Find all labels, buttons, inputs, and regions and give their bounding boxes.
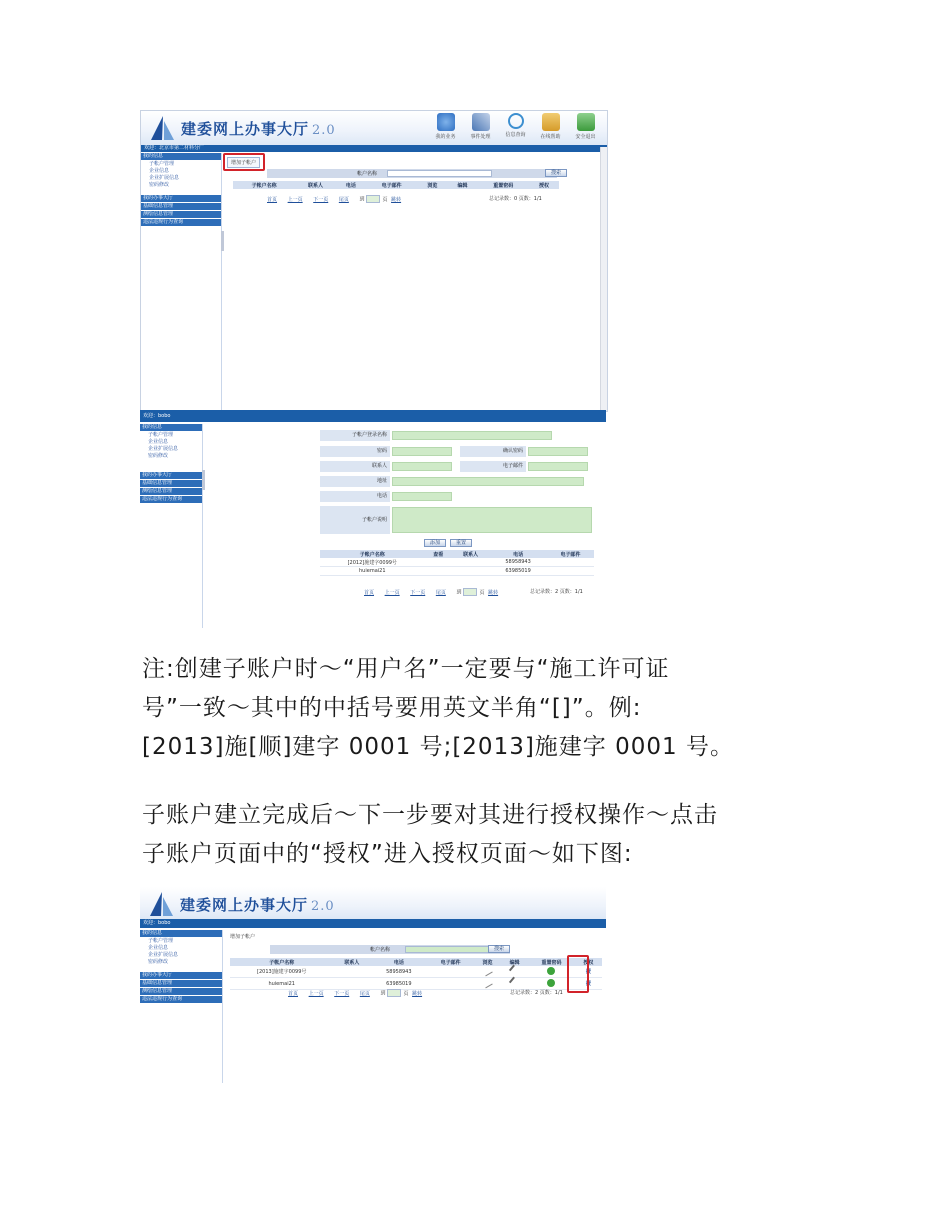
authorize-highlight-box (567, 955, 589, 993)
confirm-password-input[interactable] (528, 447, 588, 456)
sidebar-head-violation[interactable]: 违法违规行为查询 (140, 496, 202, 503)
sidebar-item-password[interactable]: 密码修改 (148, 959, 169, 965)
table-row: huiemai21 63985019 (320, 567, 594, 576)
sidebar-item-password[interactable]: 密码修改 (148, 453, 169, 459)
sidebar-head-my-info[interactable]: 我的信息 (141, 153, 221, 160)
address-input[interactable] (392, 477, 584, 486)
subaccount-table: 子帐户名称 查看 联系人 电话 电子邮件 [2012]施建字0099号 58958943 huiemai21 63985019 (320, 550, 594, 576)
sidebar-head-my-info[interactable]: 我的信息 (140, 424, 202, 431)
info-query-button[interactable]: 信息查询 (498, 113, 533, 140)
sidebar-item-subaccount[interactable]: 子帐户管理 (148, 938, 174, 944)
edit-pencil-icon[interactable] (509, 977, 521, 989)
app-banner (141, 111, 607, 145)
top-icon-bar (428, 113, 603, 140)
table-row: huiemai21 63985019 授 (230, 978, 602, 990)
online-help-button[interactable]: 在线帮助 (533, 113, 568, 140)
prev-page-link[interactable]: 上一页 (384, 589, 400, 596)
sidebar-head-hall[interactable]: 我的办事大厅 (141, 195, 221, 202)
view-icon[interactable] (482, 965, 493, 977)
subaccount-table: 子帐户名称 联系人 电话 电子邮件 浏览 编辑 重置密码 授权 (233, 181, 559, 189)
first-page-link[interactable]: 首页 (364, 589, 375, 596)
sidebar-item-company[interactable]: 企业信息 (149, 168, 170, 174)
pager: 首页 上一页 下一页 尾页 到 页 跳转 (288, 990, 423, 997)
welcome-bar: 欢迎：bobo (140, 919, 606, 928)
gear-icon (437, 113, 455, 131)
search-button[interactable]: 搜索 (545, 169, 567, 177)
highlight-box (223, 153, 265, 171)
app-title: 建委网上办事大厅 2.0 (180, 896, 335, 914)
app-banner (140, 887, 606, 919)
app-title: 建委网上办事大厅 2.0 (181, 120, 336, 138)
help-icon (542, 113, 560, 131)
record-info: 总记录数：0 页数：1/1 (489, 196, 542, 202)
reset-password-icon[interactable] (547, 979, 555, 987)
sidebar-head-basic[interactable]: 基础信息管理 (140, 980, 222, 987)
splitter-handle[interactable] (202, 470, 205, 490)
sidebar-item-subaccount[interactable]: 子帐户管理 (148, 432, 174, 438)
tools-icon (472, 113, 490, 131)
sidebar-item-subaccount[interactable]: 子帐户管理 (149, 161, 175, 167)
edit-pencil-icon[interactable] (509, 965, 521, 977)
description-textarea[interactable] (392, 507, 592, 533)
sail-logo-icon (147, 113, 177, 143)
reset-button[interactable]: 重置 (450, 539, 472, 547)
table-row: [2012]施建字0099号 58958943 (320, 558, 594, 567)
table-row: [2013]施建字0099号 58958943 授 (230, 966, 602, 978)
record-info: 总记录数：2 页数：1/1 (510, 990, 563, 996)
screenshot-authorize (140, 887, 606, 1083)
sidebar-item-company[interactable]: 企业信息 (148, 945, 169, 951)
authorize-link[interactable]: 授 (575, 966, 602, 978)
last-page-link[interactable]: 尾页 (338, 196, 349, 203)
jump-link[interactable]: 跳转 (412, 990, 423, 997)
add-subaccount-form: 子帐户登录名称 密码 确认密码 联系人 电子邮件 地址 电话 子帐户说明 添加 重置 子帐户名称 查看 联系人 电话 电子邮件 [2012]施建字0099号 58958943 huiemai21 63985019 首页 上一页 下一页 尾页 到 页 跳转 总记录数：2 页数：1/1 (320, 430, 596, 626)
sidebar-head-survey[interactable]: 测绘信息管理 (141, 211, 221, 218)
pager: 首页 上一页 下一页 尾页 到 页 跳转 (267, 196, 402, 203)
record-info: 总记录数：2 页数：1/1 (530, 589, 583, 595)
event-handle-button[interactable]: 事件处理 (463, 113, 498, 140)
add-subaccount-link[interactable]: 增加子帐户 (230, 934, 256, 940)
add-button[interactable]: 添加 (424, 539, 446, 547)
subaccount-pane (230, 933, 602, 1043)
screenshot-add-subaccount (140, 410, 606, 628)
instruction-paragraph: 子账户建立完成后～下一步要对其进行授权操作～点击 子账户页面中的“授权”进入授权页面～如下图: (142, 802, 718, 867)
first-page-link[interactable]: 首页 (288, 990, 299, 997)
search-button[interactable]: 搜索 (488, 945, 510, 953)
magnifier-icon (508, 113, 524, 129)
sidebar-head-hall[interactable]: 我的办事大厅 (140, 472, 202, 479)
my-business-button[interactable]: 我的业务 (428, 113, 463, 140)
exit-icon (577, 113, 595, 131)
sidebar-head-survey[interactable]: 测绘信息管理 (140, 488, 202, 495)
sidebar-head-violation[interactable]: 违法违规行为查询 (140, 996, 222, 1003)
last-page-link[interactable]: 尾页 (435, 589, 446, 596)
contact-input[interactable] (392, 462, 452, 471)
sidebar-item-company-ext[interactable]: 企业扩展信息 (149, 175, 180, 181)
welcome-bar: 欢迎：北京市第二材料分厂 (141, 145, 607, 152)
email-input[interactable] (528, 462, 588, 471)
jump-link[interactable]: 跳转 (391, 196, 402, 203)
add-subaccount-link[interactable]: 增加子帐户 (227, 157, 260, 168)
next-page-link[interactable]: 下一页 (334, 990, 350, 997)
subaccount-table: 子帐户名称 联系人 电话 电子邮件 浏览 编辑 重置密码 授权 [2013]施建字0099号 58958943 授 huiemai21 63985019 授 (230, 958, 602, 990)
page-input[interactable] (366, 195, 380, 203)
sidebar-item-password[interactable]: 密码修改 (149, 182, 170, 188)
jump-link[interactable]: 跳转 (488, 589, 499, 596)
phone-input[interactable] (392, 492, 452, 501)
sidebar-head-my-info[interactable]: 我的信息 (140, 930, 222, 937)
sidebar (140, 424, 203, 628)
view-icon[interactable] (482, 977, 493, 989)
last-page-link[interactable]: 尾页 (359, 990, 370, 997)
note-paragraph: 注:创建子账户时～“用户名”一定要与“施工许可证 号”一致～其中的中括号要用英文半角“[]”。例: [2013]施[顺]建字 0001 号;[2013]施建字 0001 号。 (142, 656, 734, 760)
sidebar (141, 153, 222, 411)
search-row: 帐户名称 (267, 169, 557, 178)
next-page-link[interactable]: 下一页 (313, 196, 329, 203)
search-row: 帐户名称 (270, 945, 510, 954)
sidebar-head-hall[interactable]: 我的办事大厅 (140, 972, 222, 979)
subaccount-name-input[interactable] (392, 431, 552, 440)
sidebar-head-basic[interactable]: 基础信息管理 (140, 480, 202, 487)
sidebar-item-company[interactable]: 企业信息 (148, 439, 169, 445)
subaccount-pane (227, 157, 597, 257)
sidebar-head-violation[interactable]: 违法违规行为查询 (141, 219, 221, 226)
password-input[interactable] (392, 447, 452, 456)
sidebar-head-survey[interactable]: 测绘信息管理 (140, 988, 222, 995)
authorize-link[interactable]: 授 (575, 978, 602, 990)
sail-logo-icon (146, 889, 176, 919)
page-input[interactable] (387, 989, 401, 997)
prev-page-link[interactable]: 上一页 (287, 196, 303, 203)
scrollbar[interactable] (600, 147, 607, 411)
sidebar-item-company-ext[interactable]: 企业扩展信息 (148, 952, 179, 958)
welcome-bar: 欢迎：bobo (140, 410, 606, 422)
sidebar-item-company-ext[interactable]: 企业扩展信息 (148, 446, 179, 452)
search-input[interactable] (387, 170, 492, 177)
logout-button[interactable]: 安全退出 (568, 113, 603, 140)
next-page-link[interactable]: 下一页 (410, 589, 426, 596)
sidebar (140, 930, 223, 1083)
sidebar-head-basic[interactable]: 基础信息管理 (141, 203, 221, 210)
splitter-handle[interactable] (221, 231, 224, 251)
prev-page-link[interactable]: 上一页 (308, 990, 324, 997)
page-input[interactable] (463, 588, 477, 596)
pager: 首页 上一页 下一页 尾页 到 页 跳转 (364, 589, 499, 596)
first-page-link[interactable]: 首页 (267, 196, 278, 203)
screenshot-subaccount-list (140, 110, 608, 412)
reset-password-icon[interactable] (547, 967, 555, 975)
